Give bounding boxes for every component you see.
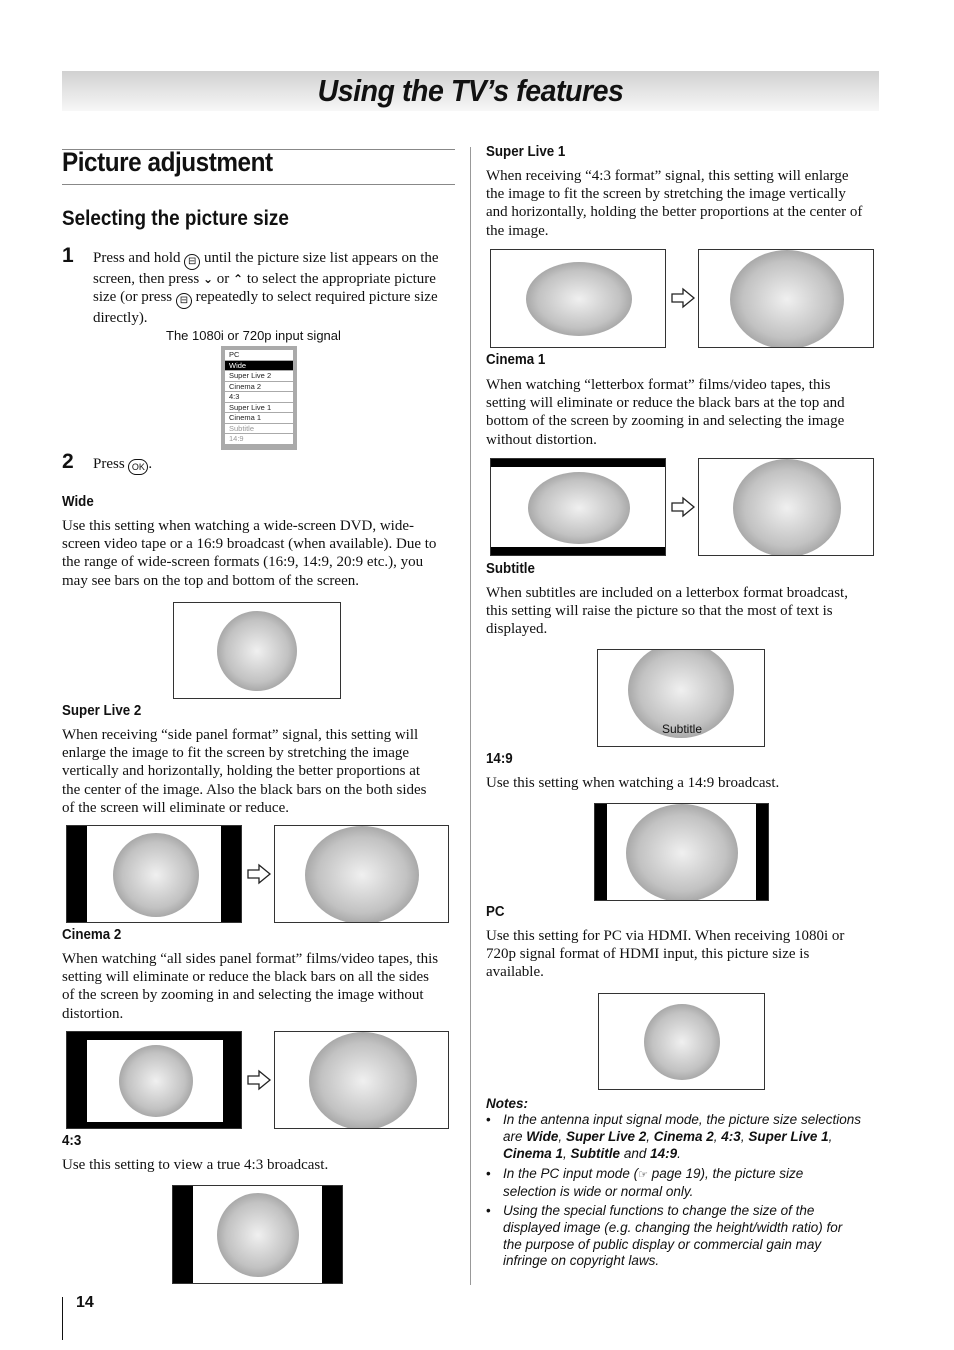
step1-text-c: screen, then press <box>93 271 200 287</box>
text-line: When watching “letterbox format” films/video tapes, this <box>486 377 831 393</box>
subtitle-image-label: Subtitle <box>661 722 703 736</box>
menu-item[interactable]: Super Live 1 <box>225 403 293 413</box>
picture-size-menu <box>221 346 297 450</box>
text-line: When receiving “side panel format” signal, this setting will <box>62 727 419 743</box>
text-line: When subtitles are included on a letterbox format broadcast, <box>486 585 848 601</box>
text-line: displayed. <box>486 621 548 638</box>
text-line: screen video tape or a 16:9 broadcast (when available). Due to <box>62 536 437 553</box>
text-line: of the screen will eliminate or reduce. <box>62 799 289 816</box>
cinema2-text <box>62 950 457 1023</box>
black-bar <box>221 826 241 923</box>
picture-ellipse <box>217 1193 299 1277</box>
right-arrow-icon <box>246 1069 272 1091</box>
cinema2-heading: Cinema 2 <box>62 927 122 943</box>
picture-size-icon: ⊟ <box>176 293 192 309</box>
menu-item[interactable]: PC <box>225 350 293 360</box>
subtitle-illustration <box>597 649 765 747</box>
pc-illustration <box>598 993 765 1090</box>
black-bar <box>173 1186 193 1284</box>
text-line: setting will eliminate or reduce the black bars at the top and <box>486 395 845 412</box>
black-bar <box>595 804 607 901</box>
cinema1-heading: Cinema 1 <box>486 352 546 368</box>
black-bar <box>322 1186 342 1284</box>
bullet: • <box>486 1203 491 1218</box>
text-line: may see bars on the top and bottom of the screen. <box>62 572 359 589</box>
picture-ellipse <box>733 459 841 556</box>
note-2-text <box>503 1166 881 1201</box>
bullet: • <box>486 1166 491 1181</box>
picture-ellipse <box>626 804 738 901</box>
picture-size-icon: ⊟ <box>184 254 200 270</box>
picture-ellipse <box>119 1045 193 1117</box>
step1-text-b: until the picture size list appears on the <box>204 250 439 266</box>
text-line: available. <box>486 964 544 981</box>
right-arrow-icon <box>670 496 696 518</box>
black-bar <box>491 459 666 467</box>
ratio-14-9-heading: 14:9 <box>486 751 513 767</box>
section-rule-bottom <box>62 184 455 185</box>
step1-text-f: size (or press <box>93 289 173 306</box>
text-line: Use this setting when watching a 14:9 broadcast. <box>486 775 780 791</box>
superlive1-before-illustration <box>490 249 666 348</box>
superlive1-heading: Super Live 1 <box>486 144 566 160</box>
step1-text-e: to select the appropriate picture <box>246 271 436 287</box>
text-line: Use this setting for PC via HDMI. When receiving 1080i or <box>486 928 845 944</box>
note-3 <box>486 1203 881 1273</box>
wide-text <box>62 517 457 590</box>
menu-item-disabled: 14:9 <box>225 434 293 444</box>
down-arrow-icon: ⌄ <box>202 272 214 286</box>
text-line: 720p signal format of HDMI input, this picture size is <box>486 946 810 963</box>
text-line: In the antenna input signal mode, the picture size selections <box>503 1112 861 1127</box>
bullet: • <box>486 1112 491 1127</box>
text-line: Use this setting to view a true 4:3 broadcast. <box>62 1157 329 1173</box>
cinema1-after-illustration <box>698 458 874 556</box>
step-1-text <box>93 249 455 327</box>
note-3-text <box>503 1203 881 1270</box>
picture-ellipse <box>526 262 632 336</box>
cinema1-before-illustration <box>490 458 666 556</box>
page-number: 14 <box>76 1294 94 1311</box>
cinema1-text <box>486 376 881 449</box>
text-line: infringe on copyright laws. <box>503 1253 660 1269</box>
menu-item-disabled: Subtitle <box>225 424 293 434</box>
text-line: the image to fit the screen by stretching the image vertically <box>486 186 846 203</box>
text-line: the image. <box>486 222 549 239</box>
wide-illustration <box>173 602 341 699</box>
text-line: of the screen by zooming in and selecting the image without <box>62 987 424 1004</box>
step2-text-a: Press <box>93 456 125 472</box>
step-1-number: 1 <box>62 244 74 267</box>
page-reference-icon: ☞ <box>638 1168 648 1181</box>
right-arrow-icon <box>246 863 272 885</box>
ratio-4-3-illustration <box>172 1185 343 1284</box>
step1-text-g: repeatedly to select required picture size <box>195 289 438 306</box>
picture-ellipse <box>644 1004 720 1080</box>
text-line: displayed image (e.g. changing the height/width ratio) for <box>503 1219 843 1235</box>
up-arrow-icon: ⌃ <box>233 272 244 286</box>
notes-heading: Notes: <box>486 1096 529 1111</box>
note-term: Cinema 1 <box>503 1145 564 1161</box>
pc-heading: PC <box>486 904 505 920</box>
step2-text-b: . <box>148 456 153 472</box>
black-bar <box>756 804 768 901</box>
subtitle-text <box>486 584 881 639</box>
section-title: Picture adjustment <box>62 147 273 177</box>
text-line: setting will eliminate or reduce the black bars on all the sides <box>62 969 429 986</box>
wide-heading: Wide <box>62 494 94 510</box>
ratio-4-3-heading: 4:3 <box>62 1133 82 1149</box>
subtitle-heading: Subtitle <box>486 561 535 577</box>
picture-ellipse <box>113 833 199 917</box>
text-line: selection is wide or normal only. <box>503 1183 694 1199</box>
picture-ellipse <box>528 472 630 544</box>
black-bar <box>491 547 666 555</box>
text-line: the purpose of public display or commercial gain may <box>503 1236 822 1252</box>
step1-text-d: or <box>216 271 230 287</box>
note-term: Cinema 2 <box>653 1128 714 1144</box>
note-word: and <box>623 1145 647 1161</box>
cinema2-before-illustration <box>66 1031 242 1129</box>
note-1 <box>486 1112 881 1164</box>
cinema2-after-illustration <box>274 1031 449 1129</box>
picture-ellipse <box>305 826 419 923</box>
superlive2-before-illustration <box>66 825 242 923</box>
note-text-b: page 19), the picture size <box>647 1166 804 1181</box>
note-1-text: In the antenna input signal mode, the picture size selections are Wide, Super Live 2, Cinema 2, 4:3, Super Live 1, Cinema 1, Subtitle and 14:9. <box>503 1112 881 1162</box>
step1-text-h: directly). <box>93 310 148 327</box>
ok-button-icon: OK <box>128 459 148 475</box>
note-term: Super Live 2 <box>565 1128 647 1144</box>
superlive2-after-illustration <box>274 825 449 923</box>
text-line: distortion. <box>62 1005 124 1022</box>
note-word: are <box>503 1128 523 1144</box>
menu-item[interactable]: 4:3 <box>225 392 293 402</box>
footer-rule <box>62 1297 63 1340</box>
step-2-number: 2 <box>62 450 74 473</box>
step1-text-a: Press and hold <box>93 250 181 266</box>
menu-item-selected[interactable]: Wide <box>225 361 293 371</box>
picture-ellipse <box>730 250 844 348</box>
text-line: When watching “all sides panel format” films/video tapes, this <box>62 951 439 967</box>
note-term: 14:9 <box>650 1145 678 1161</box>
note-term: 4:3 <box>721 1128 741 1144</box>
black-bar <box>67 826 87 923</box>
note-2 <box>486 1166 881 1202</box>
text-line: bottom of the screen by zooming in and selecting the image <box>486 413 845 430</box>
picture-ellipse <box>217 611 297 691</box>
menu-caption: The 1080i or 720p input signal <box>166 328 341 343</box>
ratio-4-3-text <box>62 1156 457 1174</box>
ratio-14-9-text <box>486 774 881 792</box>
superlive1-after-illustration <box>698 249 874 348</box>
menu-item[interactable]: Cinema 2 <box>225 382 293 392</box>
step-2-text <box>93 455 152 475</box>
superlive2-text <box>62 726 457 817</box>
superlive2-heading: Super Live 2 <box>62 703 142 719</box>
subsection-title: Selecting the picture size <box>62 207 289 230</box>
note-text-a: In the PC input mode ( <box>503 1166 639 1181</box>
text-line: and horizontally, holding the better proportions at the center of <box>486 204 863 221</box>
ratio-14-9-illustration <box>594 803 769 901</box>
note-term: Subtitle <box>570 1145 621 1161</box>
superlive1-text <box>486 167 881 240</box>
text-line: When receiving “4:3 format” signal, this setting will enlarge <box>486 168 849 184</box>
menu-item[interactable]: Cinema 1 <box>225 413 293 423</box>
page-header-title: Using the TV’s features <box>317 73 624 108</box>
text-line: the range of wide-screen formats (16:9, 14:9, 20:9 etc.), you <box>62 554 424 571</box>
picture-ellipse <box>309 1032 417 1129</box>
text-line: without distortion. <box>486 431 597 448</box>
text-line: enlarge the image to fit the screen by stretching the image <box>62 745 410 762</box>
text-line: this setting will raise the picture so that the most of text is <box>486 603 833 620</box>
right-arrow-icon <box>670 287 696 309</box>
note-term: Wide <box>526 1128 559 1144</box>
text-line: vertically and horizontally, holding the better proportions at <box>62 763 421 780</box>
pc-text <box>486 927 881 982</box>
column-divider <box>470 147 471 1285</box>
menu-item[interactable]: Super Live 2 <box>225 371 293 381</box>
text-line: Using the special functions to change the size of the <box>503 1203 815 1218</box>
text-line: Use this setting when watching a wide-screen DVD, wide- <box>62 518 414 534</box>
text-line: the center of the image. Also the black bars on the both sides <box>62 781 427 798</box>
note-term: Super Live 1 <box>748 1128 829 1144</box>
